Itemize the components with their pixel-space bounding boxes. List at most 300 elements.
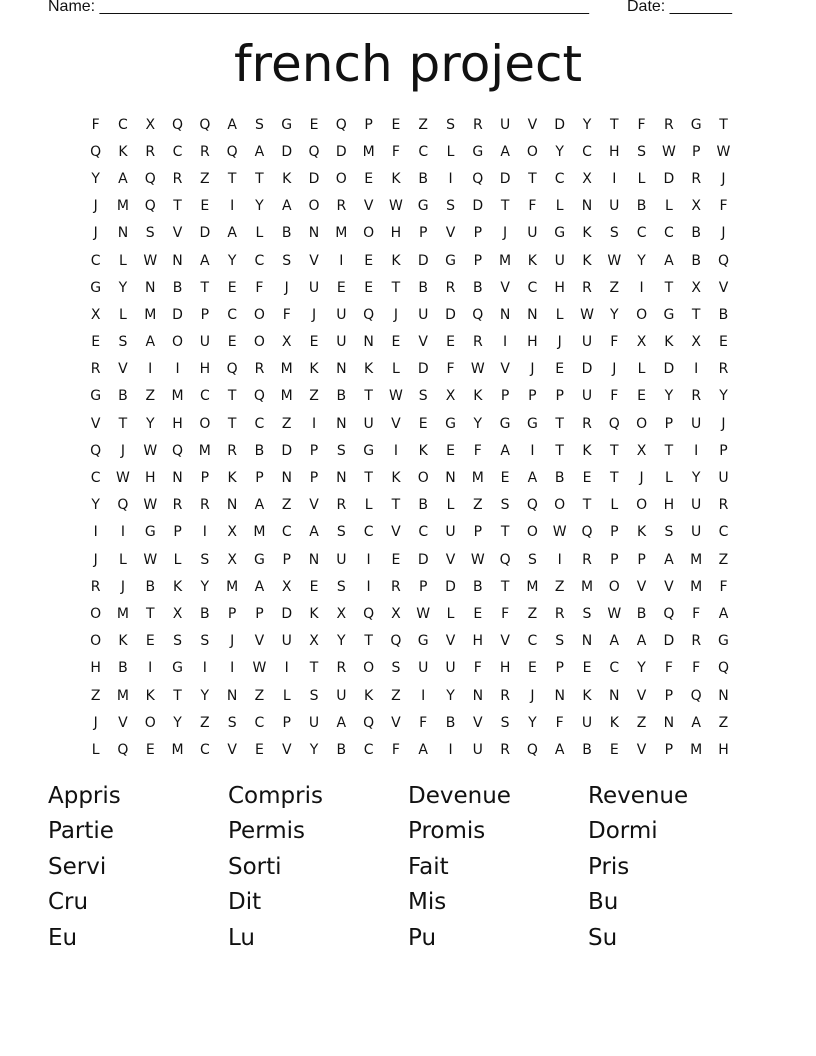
grid-cell: Z (309, 388, 319, 405)
grid-cell: Q (308, 143, 320, 160)
grid-cell: O (554, 497, 566, 514)
grid-cell: S (336, 524, 346, 541)
grid-cell: K (636, 524, 647, 541)
grid-cell: J (93, 198, 98, 215)
grid-cell: C (718, 524, 729, 541)
grid-cell: K (664, 334, 674, 351)
grid-cell: M (116, 605, 129, 622)
grid-cell: S (227, 714, 237, 731)
grid-cell: J (120, 578, 126, 595)
grid-cell: S (254, 116, 264, 133)
grid-cell: H (144, 470, 156, 487)
grid-cell: P (418, 578, 428, 595)
word-bank-item: Mis (408, 889, 447, 916)
grid-cell: W (116, 470, 130, 487)
grid-cell: C (582, 143, 592, 160)
word-bank-item: Devenue (408, 782, 511, 809)
grid-cell: G (417, 633, 429, 650)
grid-cell: D (199, 225, 211, 242)
grid-cell: P (473, 225, 483, 242)
grid-cell: X (227, 551, 237, 568)
word-bank-item: Sorti (228, 853, 282, 880)
grid-cell: O (172, 334, 184, 351)
grid-cell: R (254, 361, 265, 378)
grid-cell: S (145, 225, 155, 242)
grid-cell: V (391, 714, 401, 731)
grid-cell: D (499, 170, 511, 187)
grid-cell: D (663, 633, 675, 650)
grid-cell: B (336, 388, 347, 405)
grid-cell: Z (281, 415, 292, 432)
letter-grid (82, 111, 737, 764)
grid-cell: T (173, 198, 182, 215)
grid-cell: T (500, 578, 510, 595)
grid-cell: B (200, 605, 210, 622)
grid-cell: V (473, 714, 483, 731)
grid-cell: F (692, 605, 701, 622)
grid-cell: P (528, 388, 537, 405)
grid-cell: V (309, 252, 319, 269)
grid-cell: K (473, 388, 483, 405)
grid-cell: E (391, 116, 401, 133)
grid-cell: K (582, 225, 592, 242)
grid-cell: R (500, 741, 510, 758)
grid-cell: E (719, 334, 728, 351)
grid-cell: Y (664, 388, 674, 405)
grid-cell: U (527, 225, 538, 242)
grid-cell: X (445, 388, 456, 405)
grid-cell: R (227, 442, 237, 459)
grid-cell: A (336, 714, 347, 731)
grid-cell: Z (90, 687, 101, 704)
grid-cell: W (470, 361, 485, 378)
grid-cell: W (580, 306, 594, 323)
grid-cell: B (118, 660, 128, 677)
grid-cell: S (173, 633, 182, 650)
grid-cell: T (719, 116, 728, 133)
grid-cell: A (609, 633, 620, 650)
grid-cell: U (609, 198, 620, 215)
grid-cell: W (143, 497, 158, 514)
grid-cell: Q (690, 687, 702, 704)
grid-cell: J (93, 225, 98, 242)
grid-cell: R (554, 605, 565, 622)
grid-cell: N (281, 470, 292, 487)
word-bank-item: Revenue (588, 782, 689, 809)
grid-cell: N (172, 252, 183, 269)
grid-cell: T (664, 442, 674, 459)
grid-cell: F (473, 660, 482, 677)
word-bank-item: Dit (228, 889, 262, 916)
word-bank-item: Partie (48, 818, 114, 845)
word-bank-item: Eu (48, 924, 78, 951)
grid-cell: Q (117, 497, 129, 514)
grid-cell: Q (172, 116, 184, 133)
grid-cell: A (664, 252, 674, 269)
grid-cell: T (118, 415, 128, 432)
grid-cell: Y (227, 252, 237, 269)
grid-cell: O (90, 605, 102, 622)
grid-cell: P (473, 524, 483, 541)
name-field-label: Name: _______________________________________________________ (48, 0, 589, 15)
grid-cell: M (116, 198, 129, 215)
grid-cell: T (227, 415, 237, 432)
grid-cell: N (336, 415, 347, 432)
grid-cell: E (418, 415, 428, 432)
word-bank-item: Pris (588, 853, 630, 880)
grid-cell: X (309, 633, 319, 650)
grid-cell: M (335, 225, 348, 242)
grid-cell: A (554, 741, 565, 758)
grid-cell: U (691, 415, 702, 432)
grid-cell: T (610, 116, 619, 133)
grid-cell: E (391, 334, 401, 351)
grid-cell: Y (719, 388, 728, 405)
grid-cell: M (580, 578, 594, 595)
grid-cell: J (120, 442, 126, 459)
grid-cell: V (118, 361, 128, 378)
grid-cell: I (230, 660, 235, 677)
grid-cell: Y (473, 415, 483, 432)
grid-cell: L (173, 551, 182, 568)
grid-cell: J (721, 415, 726, 432)
grid-cell: C (172, 143, 183, 160)
grid-cell: H (609, 143, 620, 160)
grid-cell: A (254, 578, 265, 595)
grid-cell: D (417, 361, 429, 378)
grid-cell: U (336, 687, 347, 704)
grid-cell: Y (118, 279, 128, 296)
grid-cell: U (581, 388, 593, 405)
grid-cell: V (500, 633, 510, 650)
grid-cell: O (363, 660, 375, 677)
grid-cell: U (418, 660, 429, 677)
grid-cell: S (664, 524, 674, 541)
grid-cell: U (554, 252, 565, 269)
grid-cell: B (172, 279, 183, 296)
grid-cell: Q (717, 252, 729, 269)
grid-cell: L (392, 361, 400, 378)
word-bank-item: Cru (48, 889, 89, 916)
grid-cell: I (230, 198, 235, 215)
grid-cell: E (309, 116, 319, 133)
grid-cell: E (227, 334, 237, 351)
grid-cell: G (90, 279, 102, 296)
grid-cell: A (500, 442, 510, 459)
grid-cell: D (281, 605, 293, 622)
grid-cell: W (143, 442, 158, 459)
grid-cell: K (391, 470, 401, 487)
grid-cell: A (227, 225, 237, 242)
grid-cell: P (691, 143, 701, 160)
grid-cell: K (609, 714, 619, 731)
grid-cell: G (499, 415, 511, 432)
grid-cell: I (612, 170, 617, 187)
grid-cell: N (581, 198, 593, 215)
grid-cell: A (309, 524, 319, 541)
grid-cell: B (418, 170, 429, 187)
grid-cell: C (609, 660, 620, 677)
grid-cell: Q (144, 170, 156, 187)
grid-cell: H (472, 633, 484, 650)
grid-cell: H (663, 497, 675, 514)
grid-cell: Q (253, 388, 265, 405)
grid-cell: U (499, 116, 511, 133)
grid-cell: W (388, 388, 403, 405)
grid-cell: Q (363, 605, 375, 622)
grid-cell: E (446, 442, 455, 459)
grid-cell: P (173, 524, 182, 541)
grid-cell: K (309, 605, 319, 622)
grid-cell: H (554, 279, 565, 296)
grid-cell: I (694, 361, 699, 378)
grid-cell: Y (173, 714, 182, 731)
grid-cell: S (200, 551, 210, 568)
grid-cell: C (90, 252, 101, 269)
grid-cell: X (391, 605, 401, 622)
grid-cell: D (554, 116, 566, 133)
grid-cell: Q (172, 442, 184, 459)
grid-cell: Z (554, 578, 565, 595)
grid-cell: M (144, 306, 157, 323)
grid-cell: A (500, 143, 510, 160)
grid-cell: V (500, 361, 510, 378)
grid-cell: M (198, 442, 211, 459)
grid-cell: R (445, 279, 456, 296)
grid-cell: E (637, 388, 647, 405)
grid-cell: U (363, 415, 374, 432)
grid-cell: X (691, 334, 701, 351)
grid-cell: D (417, 252, 429, 269)
word-bank-item: Promis (408, 818, 486, 845)
grid-cell: N (308, 225, 320, 242)
grid-cell: S (446, 116, 455, 133)
grid-cell: A (527, 470, 538, 487)
grid-cell: O (90, 633, 102, 650)
grid-cell: C (363, 524, 374, 541)
grid-cell: L (119, 551, 127, 568)
grid-cell: G (663, 306, 675, 323)
grid-cell: Q (144, 198, 156, 215)
grid-cell: Z (527, 605, 538, 622)
grid-cell: V (445, 225, 456, 242)
grid-cell: B (418, 279, 429, 296)
grid-cell: F (282, 306, 291, 323)
word-bank-item: Appris (48, 782, 121, 809)
grid-cell: Y (637, 252, 646, 269)
grid-cell: W (143, 252, 158, 269)
grid-cell: C (118, 116, 128, 133)
grid-cell: G (254, 551, 265, 568)
grid-cell: P (719, 442, 728, 459)
grid-cell: Y (145, 415, 155, 432)
grid-cell: Z (718, 714, 729, 731)
grid-cell: W (143, 551, 158, 568)
grid-cell: J (530, 361, 535, 378)
grid-cell: R (336, 660, 347, 677)
grid-cell: I (448, 741, 453, 758)
grid-cell: D (581, 361, 593, 378)
grid-cell: C (663, 225, 674, 242)
date-field-label: Date: _______ (627, 0, 732, 15)
grid-cell: C (527, 279, 538, 296)
grid-cell: G (90, 388, 102, 405)
grid-cell: T (227, 388, 237, 405)
grid-cell: V (391, 524, 401, 541)
grid-cell: T (391, 497, 401, 514)
grid-cell: N (363, 334, 374, 351)
grid-cell: I (421, 687, 426, 704)
grid-cell: W (416, 605, 431, 622)
grid-cell: V (664, 578, 674, 595)
grid-cell: M (471, 470, 484, 487)
grid-cell: X (691, 279, 701, 296)
grid-cell: P (555, 660, 564, 677)
grid-cell: V (718, 279, 729, 296)
word-bank-item: Pu (408, 924, 437, 951)
grid-cell: I (311, 415, 317, 432)
grid-cell: G (363, 442, 375, 459)
grid-cell: S (309, 687, 319, 704)
grid-cell: M (690, 551, 703, 568)
grid-cell: J (721, 170, 726, 187)
grid-cell: U (336, 306, 347, 323)
grid-cell: V (636, 687, 647, 704)
grid-cell: Q (581, 524, 593, 541)
grid-cell: V (636, 741, 647, 758)
grid-cell: Q (226, 361, 238, 378)
grid-cell: S (555, 633, 565, 650)
grid-cell: N (527, 306, 538, 323)
grid-cell: X (281, 578, 292, 595)
grid-cell: R (718, 361, 729, 378)
grid-cell: S (391, 660, 401, 677)
grid-cell: F (637, 116, 646, 133)
grid-cell: H (718, 741, 729, 758)
grid-cell: V (172, 225, 183, 242)
grid-cell: C (636, 225, 647, 242)
grid-cell: R (500, 687, 510, 704)
grid-cell: T (364, 470, 373, 487)
grid-cell: Y (610, 306, 619, 323)
grid-cell: J (639, 470, 644, 487)
grid-cell: P (555, 388, 564, 405)
grid-cell: K (527, 252, 537, 269)
grid-cell: R (664, 116, 674, 133)
grid-cell: L (664, 198, 673, 215)
grid-cell: P (309, 442, 319, 459)
grid-cell: U (418, 306, 429, 323)
grid-cell: Y (337, 633, 346, 650)
grid-cell: Z (200, 714, 210, 731)
grid-cell: Z (281, 497, 292, 514)
grid-cell: D (172, 306, 183, 323)
grid-cell: H (90, 660, 101, 677)
grid-cell: Q (472, 306, 484, 323)
grid-cell: K (418, 442, 428, 459)
grid-cell: U (199, 334, 210, 351)
grid-cell: A (254, 497, 265, 514)
grid-cell: E (145, 633, 155, 650)
grid-cell: O (144, 714, 156, 731)
grid-cell: X (145, 116, 156, 133)
grid-cell: F (391, 741, 400, 758)
grid-cell: C (527, 633, 538, 650)
grid-cell: O (608, 578, 620, 595)
grid-cell: K (282, 170, 292, 187)
grid-cell: L (664, 470, 673, 487)
grid-cell: E (500, 470, 510, 487)
grid-cell: P (282, 714, 291, 731)
grid-cell: K (309, 361, 319, 378)
grid-cell: E (555, 361, 565, 378)
grid-cell: P (200, 470, 210, 487)
grid-cell: G (526, 415, 538, 432)
grid-cell: T (391, 279, 401, 296)
grid-cell: F (446, 361, 455, 378)
grid-cell: X (582, 170, 592, 187)
grid-cell: T (528, 170, 537, 187)
grid-cell: Q (117, 741, 129, 758)
grid-cell: V (227, 741, 237, 758)
grid-cell: O (308, 198, 320, 215)
grid-cell: D (417, 551, 429, 568)
grid-cell: Z (636, 714, 647, 731)
grid-cell: C (418, 524, 429, 541)
grid-cell: B (473, 578, 483, 595)
grid-cell: O (199, 415, 211, 432)
grid-cell: O (335, 170, 347, 187)
grid-cell: E (91, 334, 101, 351)
grid-cell: B (636, 605, 647, 622)
grid-cell: I (366, 551, 371, 568)
grid-cell: M (226, 578, 239, 595)
grid-cell: I (448, 170, 453, 187)
grid-cell: U (691, 497, 702, 514)
grid-cell: U (308, 714, 320, 731)
grid-cell: R (172, 497, 183, 514)
grid-cell: N (499, 306, 511, 323)
grid-cell: O (253, 306, 265, 323)
grid-cell: G (417, 198, 429, 215)
grid-cell: K (227, 470, 237, 487)
grid-cell: I (148, 660, 153, 677)
grid-cell: U (718, 470, 729, 487)
grid-cell: A (200, 252, 210, 269)
grid-cell: L (364, 497, 373, 514)
grid-cell: S (500, 497, 510, 514)
grid-cell: W (388, 198, 403, 215)
grid-cell: B (691, 225, 701, 242)
grid-cell: Q (717, 660, 729, 677)
grid-cell: T (610, 470, 619, 487)
grid-cell: X (227, 524, 237, 541)
grid-cell: V (636, 578, 647, 595)
grid-cell: W (552, 524, 567, 541)
grid-cell: M (362, 143, 375, 160)
grid-cell: K (145, 687, 155, 704)
grid-cell: N (554, 687, 565, 704)
grid-cell: F (664, 660, 673, 677)
grid-cell: N (172, 470, 183, 487)
grid-cell: C (199, 741, 210, 758)
grid-cell: I (557, 551, 562, 568)
grid-cell: Y (555, 143, 564, 160)
grid-cell: T (200, 279, 210, 296)
grid-cell: Y (309, 741, 319, 758)
grid-cell: K (582, 252, 592, 269)
grid-cell: T (555, 415, 564, 432)
